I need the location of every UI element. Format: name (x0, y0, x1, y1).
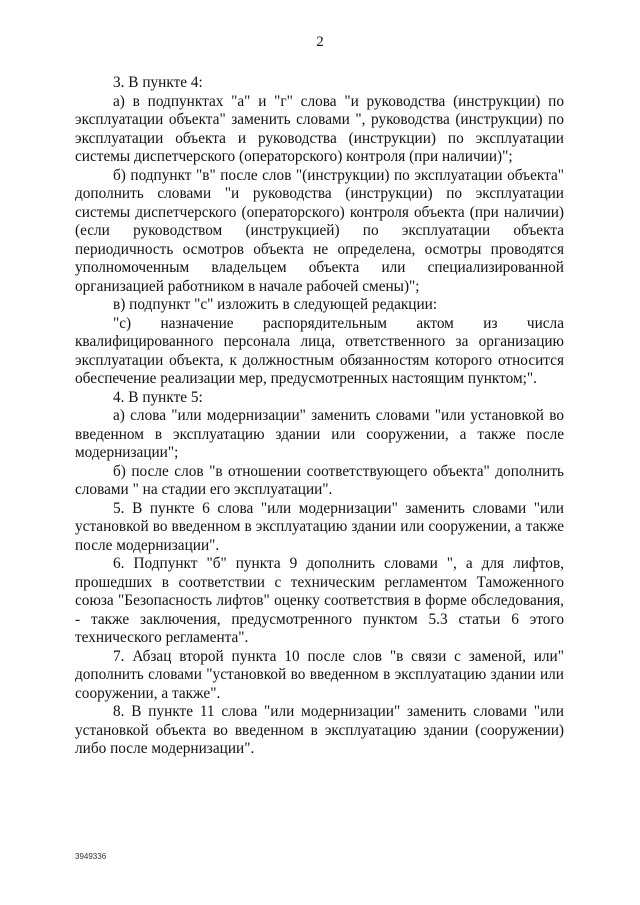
paragraph-item-4-a: а) слова "или модернизации" заменить словами "или установкой во введенном в эксплуатацию здании или сооружении, а также после модернизации"; (75, 407, 564, 461)
paragraph-quoted-s: "с) назначение распорядительным актом из числа квалифицированного персонала лица, ответственного за организацию эксплуатации объекта, к должностным обязанностям которого относится обеспечение реализации мер, предусмотренных настоящим пунктом;". (75, 314, 564, 387)
paragraph-item-5: 5. В пункте 6 слова "или модернизации" заменить словами "или установкой во введенном в эксплуатацию здании или сооружении, а также после модернизации". (75, 499, 564, 554)
paragraph-item-6: 6. Подпункт "б" пункта 9 дополнить словами ", а для лифтов, прошедших в соответствии с техническим регламентом Таможенного союза "Безопасность лифтов" оценку соответствия в форме обследования, - также заключения, предусмотренного пунктом 5.3 статьи 6 этого технического регламента". (75, 555, 564, 646)
paragraph-item-4-b: б) после слов "в отношении соответствующего объекта" дополнить словами " на стадии его эксплуатации". (75, 462, 564, 498)
paragraph-item-8: 8. В пункте 11 слова "или модернизации" заменить словами "или установкой объекта во введенном в эксплуатацию здании (сооружении) либо после модернизации". (75, 703, 564, 757)
paragraph-subitem-b: б) подпункт "в" после слов "(инструкции) по эксплуатации объекта" дополнить словами "и руководства (инструкции) по эксплуатации системы диспетчерского (операторского) контроля объекта (при наличии) (если руководством (инструкцией) по эксплуатации объекта периодичность осмотров объекта не определена, осмотры проводятся уполномоченным владельцем объекта или специализированной организацией работником в начале рабочей смены)"; (75, 166, 564, 295)
paragraph-item-4-heading: 4. В пункте 5: (113, 388, 203, 406)
paragraph-subitem-v: в) подпункт "с" изложить в следующей редакции: (113, 296, 438, 313)
document-code: 3949336 (75, 852, 107, 861)
paragraph-subitem-a: а) в подпунктах "а" и "г" слова "и руководства (инструкции) по эксплуатации объекта" заменить словами ", руководства (инструкции) по эксплуатации объекта и руководства (инструкции) по эксплуатации системы диспетчерского (операторского) контроля (при наличии)"; (75, 92, 564, 165)
page-number: 2 (316, 34, 324, 50)
document-body (75, 74, 564, 759)
paragraph-item-3-heading: 3. В пункте 4: (113, 74, 203, 91)
paragraph-item-7: 7. Абзац второй пункта 10 после слов "в связи с заменой, или" дополнить словами "установкой во введенном в эксплуатацию здании или сооружении, а также". (75, 647, 564, 702)
